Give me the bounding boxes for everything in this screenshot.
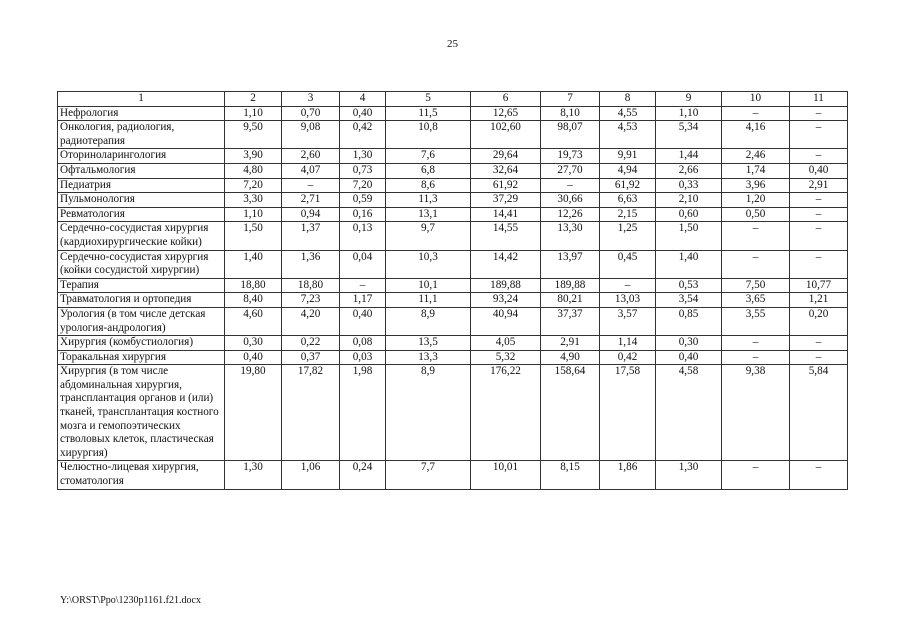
value-cell: 0,37 (282, 350, 340, 365)
value-cell: – (722, 222, 790, 250)
value-cell: 0,73 (340, 163, 386, 178)
value-cell: 1,74 (722, 163, 790, 178)
value-cell: 1,40 (225, 250, 282, 278)
value-cell: 14,55 (471, 222, 541, 250)
table-row (58, 350, 848, 365)
value-cell: 14,41 (471, 207, 541, 222)
value-cell: 19,73 (541, 149, 600, 164)
column-header: 3 (282, 92, 340, 107)
value-cell: 1,36 (282, 250, 340, 278)
value-cell: 2,91 (790, 178, 848, 193)
value-cell: – (722, 336, 790, 351)
value-cell: 0,08 (340, 336, 386, 351)
value-cell: 0,60 (656, 207, 722, 222)
row-name-cell: Сердечно-сосудистая хирургия (койки сосудистой хирургии) (58, 250, 225, 278)
value-cell: – (340, 278, 386, 293)
value-cell: 1,37 (282, 222, 340, 250)
value-cell: 0,85 (656, 307, 722, 335)
value-cell: 9,50 (225, 121, 282, 149)
value-cell: 1,20 (722, 193, 790, 208)
table-row (58, 121, 848, 149)
value-cell: – (790, 250, 848, 278)
value-cell: 4,20 (282, 307, 340, 335)
value-cell: 4,55 (600, 106, 656, 121)
value-cell: 9,91 (600, 149, 656, 164)
value-cell: 8,10 (541, 106, 600, 121)
column-header: 2 (225, 92, 282, 107)
value-cell: 7,20 (225, 178, 282, 193)
value-cell: 1,10 (225, 207, 282, 222)
value-cell: 0,70 (282, 106, 340, 121)
value-cell: 1,50 (656, 222, 722, 250)
column-header: 7 (541, 92, 600, 107)
value-cell: 11,1 (386, 293, 471, 308)
value-cell: 1,44 (656, 149, 722, 164)
value-cell: 0,24 (340, 461, 386, 489)
value-cell: 1,06 (282, 461, 340, 489)
value-cell: 17,82 (282, 365, 340, 461)
value-cell: 5,34 (656, 121, 722, 149)
value-cell: – (790, 106, 848, 121)
value-cell: 0,53 (656, 278, 722, 293)
value-cell: 4,07 (282, 163, 340, 178)
table-row (58, 365, 848, 461)
value-cell: 5,32 (471, 350, 541, 365)
value-cell: 9,38 (722, 365, 790, 461)
value-cell: 98,07 (541, 121, 600, 149)
value-cell: 4,60 (225, 307, 282, 335)
value-cell: 0,40 (790, 163, 848, 178)
value-cell: 19,80 (225, 365, 282, 461)
value-cell: 0,04 (340, 250, 386, 278)
row-name-cell: Хирургия (в том числе абдоминальная хирургия, трансплантация органов и (или) тканей, трансплантация костного мозга и гемопоэтических стволовых клеток, пластическая хирургия) (58, 365, 225, 461)
value-cell: 10,3 (386, 250, 471, 278)
value-cell: 1,30 (340, 149, 386, 164)
value-cell: 13,30 (541, 222, 600, 250)
row-name-cell: Ревматология (58, 207, 225, 222)
value-cell: – (790, 461, 848, 489)
table-header-row (58, 92, 848, 107)
table-row (58, 149, 848, 164)
value-cell: 2,66 (656, 163, 722, 178)
value-cell: 0,20 (790, 307, 848, 335)
table-row (58, 106, 848, 121)
table-row (58, 461, 848, 489)
value-cell: 7,6 (386, 149, 471, 164)
value-cell: 4,94 (600, 163, 656, 178)
value-cell: 158,64 (541, 365, 600, 461)
value-cell: 18,80 (225, 278, 282, 293)
value-cell: 0,59 (340, 193, 386, 208)
value-cell: 8,9 (386, 365, 471, 461)
row-name-cell: Оториноларингология (58, 149, 225, 164)
value-cell: – (790, 336, 848, 351)
table-row (58, 250, 848, 278)
value-cell: 18,80 (282, 278, 340, 293)
value-cell: 0,03 (340, 350, 386, 365)
value-cell: 2,46 (722, 149, 790, 164)
value-cell: 7,50 (722, 278, 790, 293)
table-row (58, 222, 848, 250)
column-header: 9 (656, 92, 722, 107)
table-row (58, 336, 848, 351)
value-cell: 2,15 (600, 207, 656, 222)
value-cell: 1,17 (340, 293, 386, 308)
table-row (58, 207, 848, 222)
column-header: 5 (386, 92, 471, 107)
row-name-cell: Пульмонология (58, 193, 225, 208)
value-cell: – (790, 193, 848, 208)
row-name-cell: Нефрология (58, 106, 225, 121)
value-cell: 29,64 (471, 149, 541, 164)
value-cell: 0,40 (340, 307, 386, 335)
column-header: 1 (58, 92, 225, 107)
row-name-cell: Травматология и ортопедия (58, 293, 225, 308)
value-cell: 0,94 (282, 207, 340, 222)
value-cell: 102,60 (471, 121, 541, 149)
value-cell: 13,97 (541, 250, 600, 278)
value-cell: – (790, 350, 848, 365)
value-cell: 1,25 (600, 222, 656, 250)
table-row (58, 307, 848, 335)
value-cell: 8,15 (541, 461, 600, 489)
table-row (58, 163, 848, 178)
value-cell: 1,10 (656, 106, 722, 121)
column-header: 10 (722, 92, 790, 107)
value-cell: 0,42 (600, 350, 656, 365)
value-cell: 3,30 (225, 193, 282, 208)
value-cell: 0,40 (340, 106, 386, 121)
value-cell: 30,66 (541, 193, 600, 208)
value-cell: 7,20 (340, 178, 386, 193)
value-cell: 176,22 (471, 365, 541, 461)
row-name-cell: Сердечно-сосудистая хирургия (кардиохирургические койки) (58, 222, 225, 250)
value-cell: – (541, 178, 600, 193)
value-cell: 0,40 (656, 350, 722, 365)
value-cell: 1,14 (600, 336, 656, 351)
value-cell: 27,70 (541, 163, 600, 178)
value-cell: 3,65 (722, 293, 790, 308)
row-name-cell: Офтальмология (58, 163, 225, 178)
value-cell: 14,42 (471, 250, 541, 278)
column-header: 8 (600, 92, 656, 107)
value-cell: – (790, 149, 848, 164)
table-row (58, 293, 848, 308)
value-cell: 1,30 (225, 461, 282, 489)
value-cell: 1,21 (790, 293, 848, 308)
value-cell: 61,92 (471, 178, 541, 193)
value-cell: – (790, 222, 848, 250)
value-cell: 0,33 (656, 178, 722, 193)
value-cell: 1,30 (656, 461, 722, 489)
table-row (58, 278, 848, 293)
value-cell: – (790, 207, 848, 222)
value-cell: 3,96 (722, 178, 790, 193)
row-name-cell: Хирургия (комбустиология) (58, 336, 225, 351)
page-number: 25 (447, 38, 458, 50)
value-cell: 4,16 (722, 121, 790, 149)
value-cell: 6,63 (600, 193, 656, 208)
column-header: 4 (340, 92, 386, 107)
value-cell: 13,5 (386, 336, 471, 351)
value-cell: – (282, 178, 340, 193)
column-header: 6 (471, 92, 541, 107)
value-cell: 32,64 (471, 163, 541, 178)
value-cell: 4,05 (471, 336, 541, 351)
value-cell: – (722, 250, 790, 278)
value-cell: 1,40 (656, 250, 722, 278)
value-cell: 5,84 (790, 365, 848, 461)
value-cell: 3,55 (722, 307, 790, 335)
value-cell: 13,3 (386, 350, 471, 365)
value-cell: 9,08 (282, 121, 340, 149)
value-cell: 0,40 (225, 350, 282, 365)
row-name-cell: Онкология, радиология, радиотерапия (58, 121, 225, 149)
row-name-cell: Педиатрия (58, 178, 225, 193)
value-cell: – (722, 350, 790, 365)
value-cell: 1,10 (225, 106, 282, 121)
value-cell: 3,57 (600, 307, 656, 335)
value-cell: 0,30 (225, 336, 282, 351)
table-row (58, 178, 848, 193)
value-cell: 2,91 (541, 336, 600, 351)
value-cell: 80,21 (541, 293, 600, 308)
row-name-cell: Торакальная хирургия (58, 350, 225, 365)
value-cell: 2,71 (282, 193, 340, 208)
row-name-cell: Терапия (58, 278, 225, 293)
value-cell: – (790, 121, 848, 149)
value-cell: 8,6 (386, 178, 471, 193)
value-cell: 40,94 (471, 307, 541, 335)
value-cell: 1,98 (340, 365, 386, 461)
value-cell: 11,3 (386, 193, 471, 208)
value-cell: 7,7 (386, 461, 471, 489)
value-cell: – (722, 106, 790, 121)
row-name-cell: Челюстно-лицевая хирургия, стоматология (58, 461, 225, 489)
value-cell: 1,86 (600, 461, 656, 489)
value-cell: 2,10 (656, 193, 722, 208)
file-path-footer: Y:\ORST\Ppo\1230p1161.f21.docx (60, 595, 201, 606)
value-cell: 189,88 (541, 278, 600, 293)
value-cell: 12,26 (541, 207, 600, 222)
value-cell: 0,45 (600, 250, 656, 278)
value-cell: 17,58 (600, 365, 656, 461)
value-cell: 10,8 (386, 121, 471, 149)
column-header: 11 (790, 92, 848, 107)
value-cell: 10,77 (790, 278, 848, 293)
value-cell: 10,1 (386, 278, 471, 293)
data-table (57, 91, 848, 490)
value-cell: 4,80 (225, 163, 282, 178)
value-cell: – (722, 461, 790, 489)
value-cell: 4,58 (656, 365, 722, 461)
value-cell: 13,1 (386, 207, 471, 222)
value-cell: 8,9 (386, 307, 471, 335)
value-cell: 8,40 (225, 293, 282, 308)
value-cell: 4,53 (600, 121, 656, 149)
value-cell: 0,42 (340, 121, 386, 149)
value-cell: – (600, 278, 656, 293)
value-cell: 11,5 (386, 106, 471, 121)
value-cell: 189,88 (471, 278, 541, 293)
value-cell: 7,23 (282, 293, 340, 308)
value-cell: 9,7 (386, 222, 471, 250)
value-cell: 4,90 (541, 350, 600, 365)
value-cell: 2,60 (282, 149, 340, 164)
value-cell: 37,29 (471, 193, 541, 208)
value-cell: 10,01 (471, 461, 541, 489)
value-cell: 3,90 (225, 149, 282, 164)
value-cell: 0,50 (722, 207, 790, 222)
value-cell: 61,92 (600, 178, 656, 193)
value-cell: 0,22 (282, 336, 340, 351)
value-cell: 1,50 (225, 222, 282, 250)
value-cell: 0,16 (340, 207, 386, 222)
value-cell: 93,24 (471, 293, 541, 308)
table-row (58, 193, 848, 208)
row-name-cell: Урология (в том числе детская урология-андрология) (58, 307, 225, 335)
value-cell: 6,8 (386, 163, 471, 178)
value-cell: 3,54 (656, 293, 722, 308)
value-cell: 37,37 (541, 307, 600, 335)
value-cell: 12,65 (471, 106, 541, 121)
value-cell: 13,03 (600, 293, 656, 308)
value-cell: 0,30 (656, 336, 722, 351)
table-body (58, 106, 848, 489)
value-cell: 0,13 (340, 222, 386, 250)
